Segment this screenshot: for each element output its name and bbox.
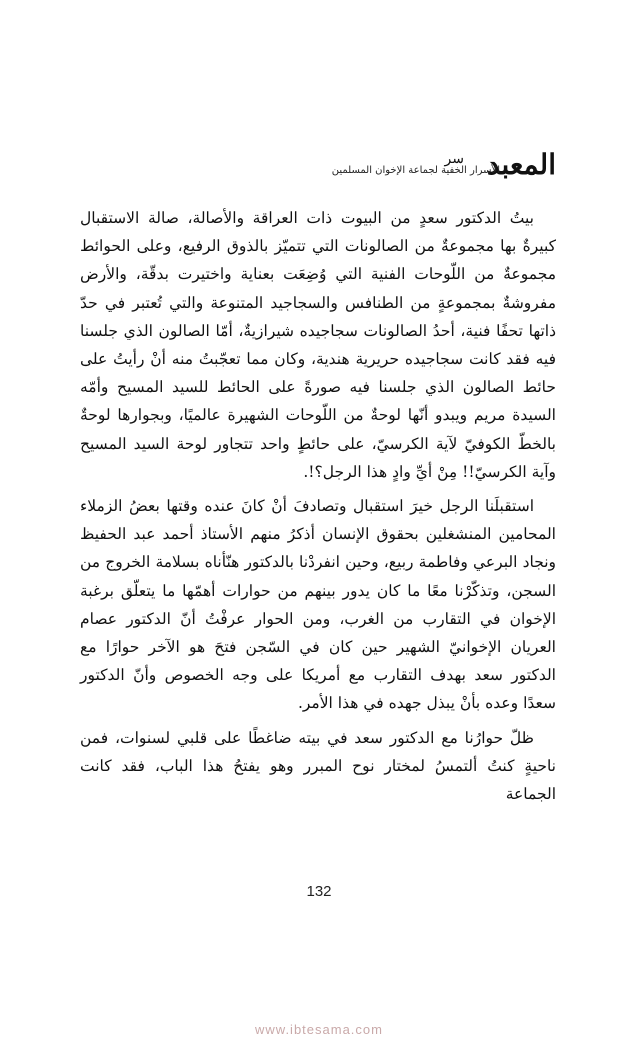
logo-small-word: سر bbox=[444, 151, 464, 167]
running-header bbox=[0, 148, 638, 188]
watermark: www.ibtesama.com bbox=[255, 1022, 383, 1037]
paragraph-3: ظلّ حوارُنا مع الدكتور سعد في بيته ضاغطًا على قلبي لسنوات، فمن ناحيةٍ كنتُ ألتمسُ لمختار نوح المبرر وهو يفتحُ هذا الباب، فقد كانت الجماعة bbox=[80, 728, 556, 804]
body-text bbox=[80, 204, 556, 808]
page-number: 132 bbox=[306, 883, 332, 900]
logo-main-word: المعبد bbox=[486, 148, 556, 181]
header-subtitle: الأسرار الخفية لجماعة الإخوان المسلمين bbox=[331, 165, 500, 176]
paragraph-2: استقبلَنا الرجل خيرَ استقبال وتصادفَ أنْ كانَ عنده وقتها بعضُ الزملاء المحامين المنشغلين بحقوق الإنسان أذكرُ منهم الأستاذ أحمد عبد الحفيظ ونجاد البرعي وفاطمة ربيع، وحين انفردْنا بالدكتور هنّأناه بسلامة الخروج من السجن، وتذكّرْنا معًا ما كان يدور بينهم من حوارات أهمّها ما يتعلّق برغبة الإخوان في التقارب من الغرب، ومن الحوار عرفْتُ أنّ الدكتور عصام العريان الإخوانيّ الشهير حين كان في السّجن فتحَ هو الآخر حوارًا مع الدكتور سعد بهدف التقارب مع أمريكا على وجه الخصوص وأنّ الدكتور سعدًا وعده بأنْ يبذل جهده في هذا الأمر. bbox=[80, 497, 556, 713]
paragraph-1: بيتُ الدكتور سعدٍ من البيوت ذات العراقة والأصالة، صالة الاستقبال كبيرةٌ بها مجموعةٌ من الصالونات التي تتميّز بالذوق الرفيع، وعلى الحوائط مجموعةٌ من اللّوحات الفنية التي وُضِعَت بعناية واختيرت بدقّة، والأرض مفروشةٌ بمجموعةٍ من الطنافس والسجاجيد المتنوعة والتي تُعتبر في حدّ ذاتها تحفًا فنية، أحدُ الصالونات سجاجيده شيرازيةٌ، أمّا الصالون الذي جلسنا فيه فقد كانت سجاجيده حريرية هندية، وكان مما تعجّبتُ منه أنْ رأيتُ على حائط الصالون الذي جلسنا فيه صورةً على الحائط للسيد المسيح وأمّه السيدة مريم ويبدو أنّها لوحةٌ من اللّوحات الشهيرة عالميًا، وبجوارها لوحةٌ بالخطّ الكوفيّ لآية الكرسيّ، على حائطٍ واحد تتجاور لوحة السيد المسيح وآية الكرسيّ!! مِنْ أيِّ وادٍ هذا الرجل؟!. bbox=[80, 209, 556, 481]
